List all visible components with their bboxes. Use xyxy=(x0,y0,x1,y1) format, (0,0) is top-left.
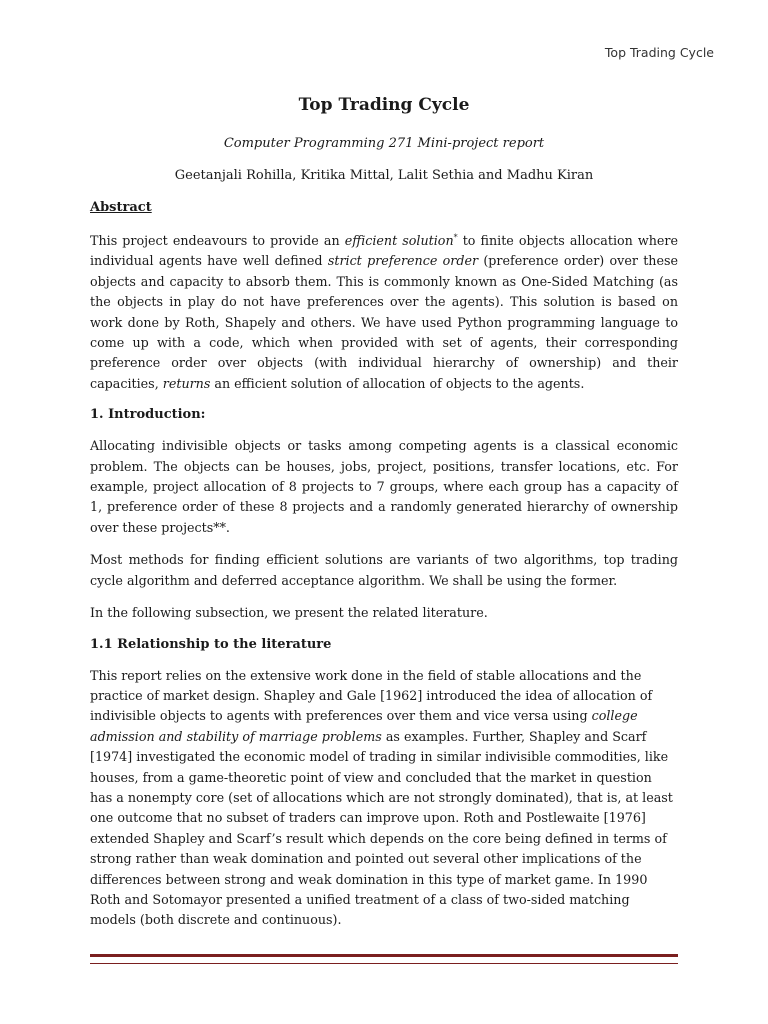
abstract-text-2: to finite objects allocation where individual agents have well defined xyxy=(90,233,679,269)
footer-rule xyxy=(90,954,678,964)
document-subtitle: Computer Programming 271 Mini-project report xyxy=(223,136,545,151)
abstract-heading: Abstract xyxy=(90,200,152,215)
abstract-paragraph xyxy=(90,231,678,394)
literature-text-1: This report relies on the extensive work done in the field of stable allocations and the practice of market design. Shapley and Gale [1962] introduced the idea of allocation of indivisible objects to agents with preferences over them and vice versa using xyxy=(90,667,653,724)
abstract-text-3: (preference order) over these objects and capacity to absorb them. This is commonly known as One-Sided Matching (as the objects in play do not have preferences over the agents). This solution is based on work done by Roth, Shapely and others. We have used Python programming language to come up with a code, which when provided with set of agents, their corresponding preference order over objects (with individual hierarchy of ownership) and their capacities, xyxy=(90,253,678,391)
abstract-text-4: an efficient solution of allocation of objects to the agents. xyxy=(210,375,585,391)
abstract-emphasis-3: returns xyxy=(162,375,211,391)
intro-paragraph-1: Allocating indivisible objects or tasks among competing agents is a classical economic problem. The objects can be houses, jobs, project, positions, transfer locations, etc. For example, project allocation of 8 projects to 7 groups, where each group has a capacity of 1, preference order of these 8 projects and a randomly generated hierarchy of ownership over these projects**. xyxy=(90,438,678,535)
document-title: Top Trading Cycle xyxy=(298,95,470,115)
abstract-emphasis-1: efficient solution xyxy=(344,233,454,248)
abstract-emphasis-2: strict preference order xyxy=(327,253,479,269)
section-heading-introduction: 1. Introduction: xyxy=(90,407,206,423)
intro-paragraph-2: Most methods for finding efficient solutions are variants of two algorithms, top trading cycle algorithm and deferred acceptance algorithm. We shall be using the former. xyxy=(90,552,678,588)
running-header: Top Trading Cycle xyxy=(604,45,714,60)
footnote-marker: * xyxy=(453,232,458,242)
literature-text-2: as examples. Further, Shapley and Scarf [1974] investigated the economic model of trading in similar indivisible commodities, like houses, from a game-theoretic point of view and concluded that the market in question has a nonempty core (set of allocations which are not strongly dominated), that is, at least one outcome that no subset of traders can improve upon. Roth and Postlewaite [1976] extended Shapley and Scarf’s result which depends on the core being defined in terms of strong rather than weak domination and pointed out several other implications of the differences between strong and weak domination in this type of market game. In 1990 Roth and Sotomayor presented a unified treatment of a class of two-sided matching models (both discrete and continuous). xyxy=(90,728,673,928)
abstract-text-1: This project endeavours to provide an xyxy=(90,233,345,248)
authors-line: Geetanjali Rohilla, Kritika Mittal, Lalit Sethia and Madhu Kiran xyxy=(174,168,594,183)
section-heading-literature: 1.1 Relationship to the literature xyxy=(90,636,332,652)
literature-paragraph xyxy=(90,666,678,931)
intro-paragraph-3: In the following subsection, we present the related literature. xyxy=(90,605,488,621)
literature-emphasis: college admission and stability of marriage problems xyxy=(90,708,638,744)
page-content xyxy=(90,94,678,943)
